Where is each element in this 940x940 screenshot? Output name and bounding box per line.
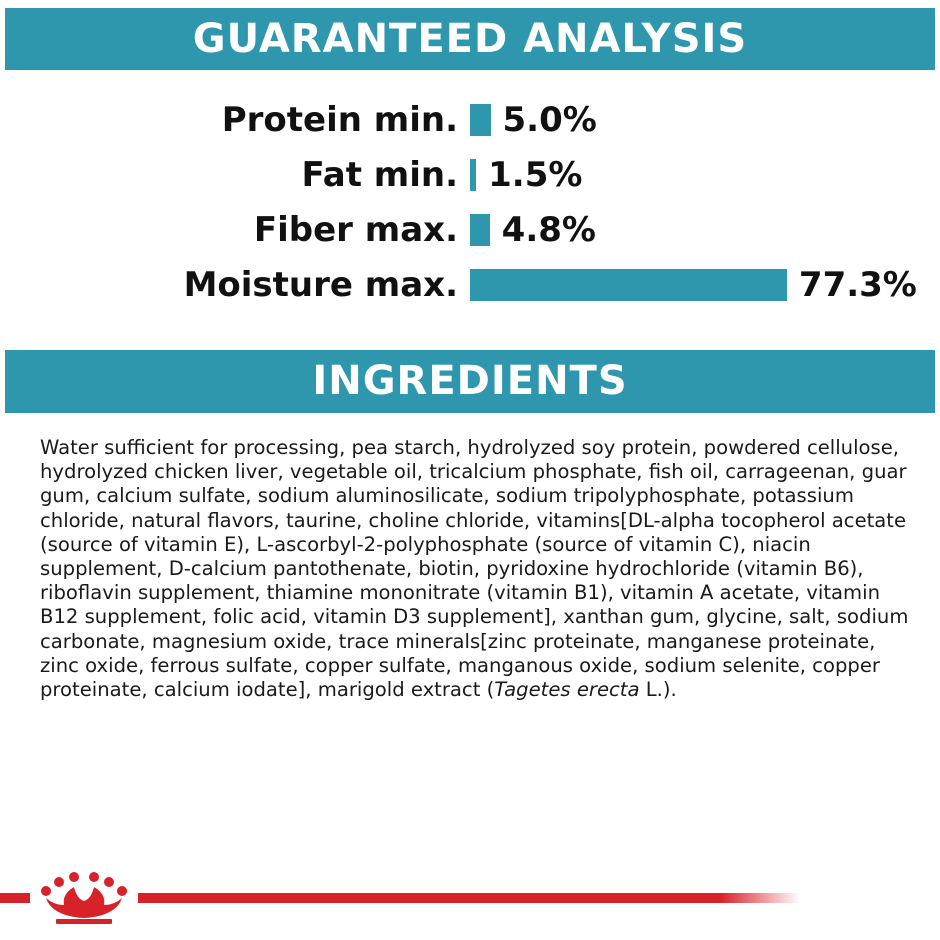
analysis-row-moisture — [0, 263, 940, 307]
analysis-row-fiber — [0, 208, 940, 252]
guaranteed-analysis-header: GUARANTEED ANALYSIS — [5, 8, 935, 70]
analysis-label: Fiber max. — [253, 210, 458, 250]
analysis-bar — [470, 104, 491, 136]
analysis-value: 5.0% — [502, 100, 597, 140]
footer-red-line-left — [0, 893, 30, 903]
analysis-value: 4.8% — [501, 210, 596, 250]
analysis-label: Fat min. — [301, 155, 458, 195]
analysis-row-protein — [0, 98, 940, 142]
analysis-bar — [470, 214, 490, 246]
analysis-row-fat — [0, 153, 940, 197]
analysis-value: 1.5% — [488, 155, 583, 195]
analysis-bar — [470, 269, 787, 301]
ingredients-text-end: L.). — [639, 678, 677, 702]
analysis-label: Protein min. — [221, 100, 458, 140]
analysis-label: Moisture max. — [183, 265, 458, 305]
analysis-bar — [470, 159, 476, 191]
ingredients-text-italic: Tagetes erecta — [494, 678, 640, 702]
footer-red-line-right — [138, 893, 800, 903]
ingredients-text-main: Water sufficient for processing, pea starch, hydrolyzed soy protein, powdered cellulose, hydrolyzed chicken liver, vegetable oil, tricalcium phosphate, fish oil, carrageenan, guar gum, calcium sulfate, sodium aluminosilicate, sodium tripolyphosphate, potassium chloride, natural flavors, taurine, choline chloride, vitamins[DL-alpha tocopherol acetate (source of vitamin E), L-ascorbyl-2-polyphosphate (source of vitamin C), niacin supplement, D-calcium pantothenate, biotin, pyridoxine hydrochloride (vitamin B6), riboflavin supplement, thiamine mononitrate (vitamin B1), vitamin A acetate, vitamin B12 supplement, folic acid, vitamin D3 supplement], xanthan gum, glycine, salt, sodium carbonate, magnesium oxide, trace minerals[zinc proteinate, manganese proteinate, zinc oxide, ferrous sulfate, copper sulfate, manganous oxide, sodium selenite, copper proteinate, calcium iodate], marigold extract ( — [40, 436, 909, 702]
ingredients-header: INGREDIENTS — [5, 350, 935, 413]
royal-crown-icon — [32, 872, 136, 924]
analysis-value: 77.3% — [798, 265, 917, 305]
ingredients-list — [40, 436, 920, 702]
